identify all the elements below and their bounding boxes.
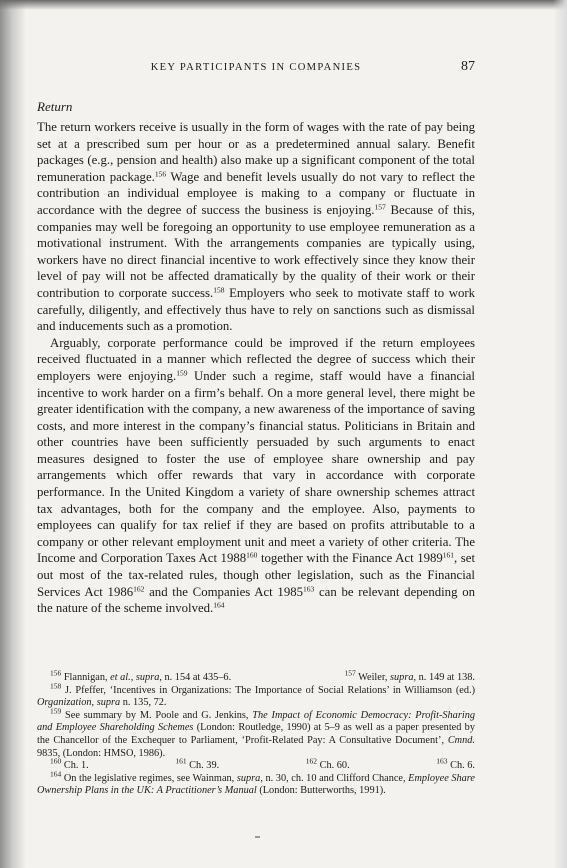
text-run: J. Pfeffer, ‘Incentives in Organizations: The Importance of Social Relations’ in Williamson (ed.) — [61, 684, 475, 696]
footnote-163 — [436, 756, 475, 773]
footnote-161 — [175, 756, 220, 773]
text-run: Under such a regime, staff would have a financial incentive to work harder on a firm’s behalf. On a more general level, there might be greater identification with the company, a new awareness of the importance of saving costs, and more interest in the company’s financial status. Politicians in Britain and other countries have been sufficiently persuaded by such arguments to enact measures designed to foster the use of employee share ownership and pay arrangements which offer rewards that vary in accordance with corporate performance. In the United Kingdom a variety of share ownership schemes attract tax advantages, both for the company and the employee. Also, payments to employees can qualify for tax relief if they are based on profits attributable to a company or other relevant employment unit and meet a variety of other criteria. The Income and Corporation Taxes Act 1988 — [37, 368, 475, 566]
footnote-text — [61, 672, 231, 683]
text-run: n. 135, 72. — [120, 697, 167, 709]
italic-text: The Impact of Economic Democracy: Profit-Sharing and Employee Shareholding Schemes — [37, 709, 475, 734]
text-run: , n. 30, ch. 10 and Clifford Chance, — [260, 772, 409, 784]
text-run: and the Companies Act 1985 — [144, 584, 304, 599]
page-shadow-right — [553, 0, 567, 868]
footnote-158 — [37, 681, 475, 710]
italic-text: et al., supra — [110, 672, 160, 683]
footnote-162 — [305, 756, 350, 773]
footnote-number: 157 — [344, 668, 356, 678]
footnote-157 — [344, 668, 475, 685]
section-heading: Return — [37, 99, 73, 114]
footnote-text — [37, 685, 475, 709]
footnote-ref: 160 — [246, 550, 258, 560]
footnote-number: 161 — [175, 756, 187, 766]
footnote-row — [37, 668, 475, 685]
footnote-ref: 164 — [213, 600, 225, 610]
page-shadow-left — [0, 0, 26, 868]
text-run: Because of this, companies may well be foregoing an opportunity to use employee remuneration as a motivational instrument. With the arrangements companies are typically using, workers have no direct financial incentive to work effectively since they know their level of pay will not be affected dramatically by the quality of their work or their contribution to corporate success. — [37, 202, 475, 300]
paragraph — [37, 335, 475, 617]
footnote-number: 164 — [50, 769, 62, 779]
text-run: , n. 154 at 435–6. — [159, 672, 232, 683]
footnote-164 — [37, 769, 476, 798]
page-number: 87 — [461, 59, 475, 74]
footnote-text: Ch. 60. — [317, 760, 350, 772]
page-shadow-top — [0, 0, 567, 10]
text-run: Flannigan, — [61, 672, 111, 683]
footnote-159 — [37, 706, 475, 760]
text-run: 9835, (London: HMSO, 1986). — [37, 747, 166, 759]
footnote-text: Ch. 6. — [447, 760, 475, 772]
italic-text: Cmnd. — [447, 734, 475, 746]
footnote-ref: 161 — [442, 550, 455, 560]
footnote-number: 163 — [436, 756, 448, 766]
footnote-number: 158 — [50, 681, 62, 691]
text-run: , n. 149 at 138. — [413, 672, 475, 683]
text-run: can be relevant depending on the nature of the scheme involved. — [37, 584, 475, 616]
text-run: On the legislative regimes, see Wainman, — [61, 772, 237, 784]
footnote-text: Ch. 1. — [61, 760, 89, 772]
footnote-156 — [50, 668, 232, 685]
text-run: Weiler, — [355, 672, 391, 683]
footnote-number: 156 — [50, 668, 62, 678]
text-run: (London: Butterworths, 1991). — [256, 785, 386, 797]
footnote-text — [356, 672, 475, 683]
text-run: The return workers receive is usually in the form of wages with the rate of pay being set at a prescribed sum per hour or as a predetermined annual salary. Benefit packages (e.g., pension and health) also make up a significant component of the total remuneration package. — [37, 120, 475, 184]
italic-text: supra — [390, 672, 414, 683]
footnote-text: Ch. 39. — [186, 760, 220, 772]
footnotes — [37, 668, 476, 798]
text-run: Employers who seek to motivate staff to work carefully, diligently, and effectively thus have to rely on sanctions such as dismissal and inducements such as a promotion. — [37, 285, 476, 334]
footnote-ref: 158 — [213, 285, 225, 295]
footnote-number: 162 — [305, 756, 318, 766]
text-run: , set out most of the tax-related rules, though other legislation, such as the Financial Services Act 1986 — [37, 551, 475, 599]
italic-text: supra — [236, 772, 261, 784]
text-run: together with the Finance Act 1989 — [257, 551, 443, 566]
footnote-text — [37, 773, 475, 797]
body-text — [37, 119, 475, 617]
footnote-number: 160 — [50, 756, 62, 766]
footnote-row — [37, 756, 475, 773]
italic-text: Employee Share Ownership Plans in the UK: A Practitioner’s Manual — [37, 772, 476, 797]
page-smudge — [255, 836, 260, 838]
footnote-ref: 157 — [374, 202, 386, 212]
running-head: KEY PARTICIPANTS IN COMPANIES — [150, 62, 362, 73]
italic-text: Organization, supra — [37, 697, 121, 709]
text-run: Wage and benefit levels usually do not vary to reflect the contribution an individual employee is making to a company or fluctuate in accordance with the degree of success the business is enjoying. — [37, 169, 475, 217]
footnote-ref: 156 — [154, 169, 167, 179]
footnote-text — [37, 710, 475, 759]
text-run: Arguably, corporate performance could be improved if the return employees received fluctuated in a manner which reflected the degree of success which their employers were enjoying. — [37, 335, 475, 383]
footnote-ref: 162 — [133, 584, 145, 594]
footnote-number: 159 — [50, 706, 62, 716]
footnote-ref: 163 — [303, 584, 315, 594]
page-header — [37, 59, 475, 78]
footnote-ref: 159 — [176, 368, 188, 378]
text-run: (London: Routledge, 1990) at 5–9 as well as a paper presented by the Chancellor of the Exchequer to Parliament, ‘Profit-Related Pay: A Consultative Document’, — [37, 722, 475, 746]
paragraph — [37, 119, 475, 335]
text-run: See summary by M. Poole and G. Jenkins, — [61, 709, 253, 721]
